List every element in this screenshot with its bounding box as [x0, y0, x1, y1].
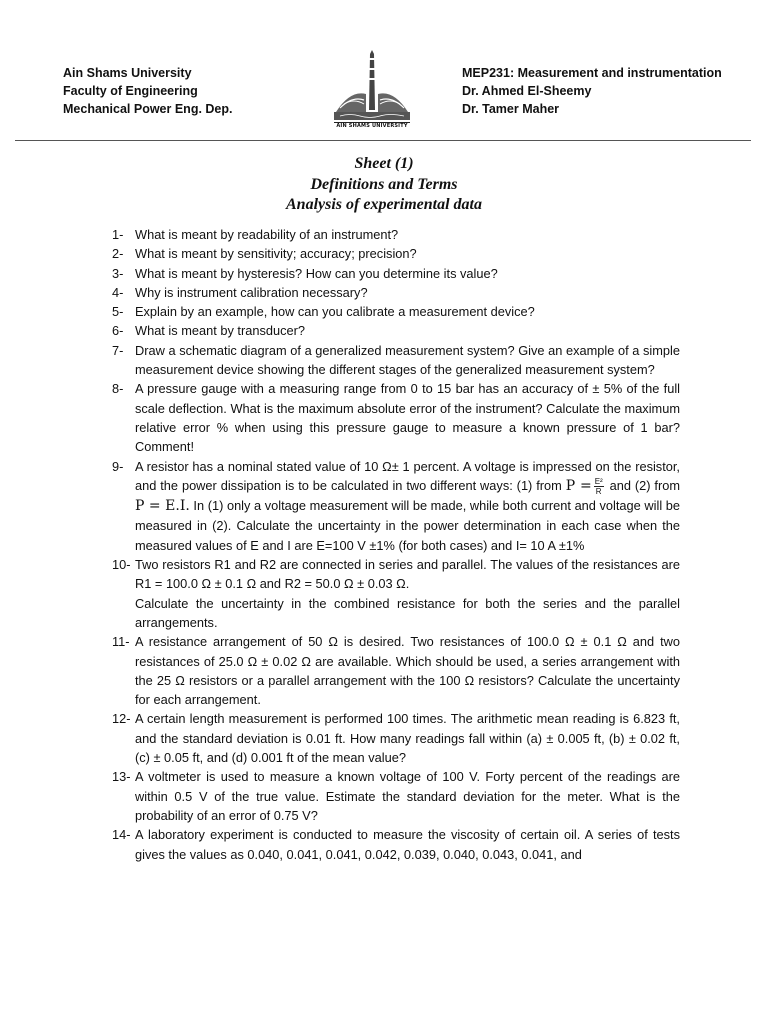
- question-item: [108, 244, 680, 263]
- question-item: [108, 767, 680, 825]
- question-item: [108, 341, 680, 380]
- question-item: [108, 379, 680, 456]
- question-text: Two resistors R1 and R2 are connected in series and parallel. The values of the resistances are R1 = 100.0 Ω ± 0.1 Ω and R2 = 50.0 Ω ± 0.03 Ω.: [135, 557, 680, 592]
- question-item: [108, 225, 680, 244]
- question-list: [108, 225, 680, 864]
- university-name: Ain Shams University: [63, 66, 192, 80]
- question-item: [108, 283, 680, 302]
- question-number: 9-: [112, 458, 124, 474]
- question-number: 8-: [112, 381, 124, 397]
- question-number: 6-: [112, 323, 124, 339]
- question-item: [108, 825, 680, 864]
- question-text: A pressure gauge with a measuring range from 0 to 15 bar has an accuracy of ± 5% of the full scale deflection. What is the maximum absolute error of the instrument? Calculate the maximum relative error % when using this pressure gauge to measure a known pressure of 1 bar? Comment!: [135, 381, 680, 455]
- question-number: 13-: [112, 769, 131, 785]
- question-number: 5-: [112, 304, 124, 320]
- question-number: 12-: [112, 711, 131, 727]
- question-item: [108, 302, 680, 321]
- question-item: [108, 709, 680, 767]
- instructor-2: Dr. Tamer Maher: [462, 102, 560, 116]
- power-formula-fraction: [594, 477, 604, 496]
- question-number: 7-: [112, 342, 124, 358]
- department-name: Mechanical Power Eng. Dep.: [63, 102, 233, 116]
- question-text-part-c: In (1) only a voltage measurement will be made, while both current and voltage will be measured in (2). Calculate the uncertainty in the power determination in each case when the measured values of E and I are E=100 V ±1% (for both cases) and I= 10 A ±1%: [135, 498, 681, 553]
- header-institution: [63, 64, 233, 118]
- sheet-number: Sheet (1): [354, 155, 414, 172]
- question-item: [108, 457, 680, 555]
- question-text: What is meant by transducer?: [135, 323, 305, 339]
- fraction-numerator: E²: [594, 476, 603, 486]
- sheet-subtopic: Analysis of experimental data: [286, 196, 482, 213]
- faculty-name: Faculty of Engineering: [63, 84, 198, 98]
- question-number: 4-: [112, 284, 124, 300]
- question-text: A resistance arrangement of 50 Ω is desired. Two resistances of 100.0 Ω ± 0.1 Ω and two resistances of 25.0 Ω ± 0.02 Ω are available. Which should be used, a series arrangement with the 25 Ω resistors or a parallel arrangement with the 100 Ω resistors? Calculate the uncertainty for each arrangement.: [135, 634, 680, 708]
- course-title: MEP231: Measurement and instrumentation: [462, 66, 722, 80]
- question-text-part-a: A resistor has a nominal stated value of 10 Ω± 1 percent. A voltage is impressed on the resistor, and the power dissipation is to be calculated in two different ways: (1) from: [135, 458, 680, 493]
- question-text: What is meant by readability of an instrument?: [135, 227, 399, 242]
- instructor-1: Dr. Ahmed El-Sheemy: [462, 84, 592, 98]
- question-number: 11-: [112, 634, 130, 650]
- question-text: Draw a schematic diagram of a generalized measurement system? Give an example of a simple measurement device showing the different stages of the generalized measurement system?: [135, 342, 680, 378]
- power-formula-2: P = E.I.: [135, 498, 190, 515]
- question-text: A laboratory experiment is conducted to measure the viscosity of certain oil. A series of tests gives the values as 0.040, 0.041, 0.041, 0.042, 0.039, 0.040, 0.043, 0.041, and: [135, 827, 680, 862]
- question-number: 3-: [112, 265, 124, 281]
- power-formula-lhs: P =: [565, 477, 592, 494]
- question-number: 14-: [112, 827, 131, 843]
- question-number: 1-: [112, 227, 124, 242]
- question-text: Why is instrument calibration necessary?: [135, 284, 368, 300]
- university-logo: [330, 50, 414, 130]
- sheet-topic: Definitions and Terms: [310, 175, 458, 193]
- header-course: [462, 64, 722, 118]
- question-text: A voltmeter is used to measure a known voltage of 100 V. Forty percent of the readings are within 0.5 V of the true value. Estimate the standard deviation for the meter. What is the probability of an error of 0.75 V?: [135, 769, 680, 823]
- fraction-denominator: R: [595, 486, 602, 496]
- question-item: [108, 264, 680, 283]
- question-text: A certain length measurement is performed 100 times. The arithmetic mean reading is 6.823 ft, and the standard deviation is 0.01 ft. How many readings fall within (a) ± 0.005 ft, (b) ± 0.02 ft, (c) ± 0.05 ft, and (d) 0.001 ft of the mean value?: [135, 711, 680, 766]
- question-text: What is meant by sensitivity; accuracy; precision?: [135, 246, 417, 262]
- question-item: [108, 321, 680, 340]
- question-text: Explain by an example, how can you calibrate a measurement device?: [135, 304, 535, 320]
- header-divider: [15, 140, 751, 141]
- logo-caption: AIN SHAMS UNIVERSITY: [334, 122, 410, 129]
- question-number: 10-: [112, 557, 131, 573]
- sheet-titles: [0, 154, 768, 216]
- question-number: 2-: [112, 246, 124, 262]
- question-text-continued: Calculate the uncertainty in the combined resistance for both the series and the parallel arrangements.: [135, 595, 680, 630]
- question-text: What is meant by hysteresis? How can you determine its value?: [135, 265, 498, 281]
- question-item: [108, 632, 680, 709]
- question-item: [108, 555, 680, 632]
- question-text-part-b: and (2) from: [609, 477, 680, 493]
